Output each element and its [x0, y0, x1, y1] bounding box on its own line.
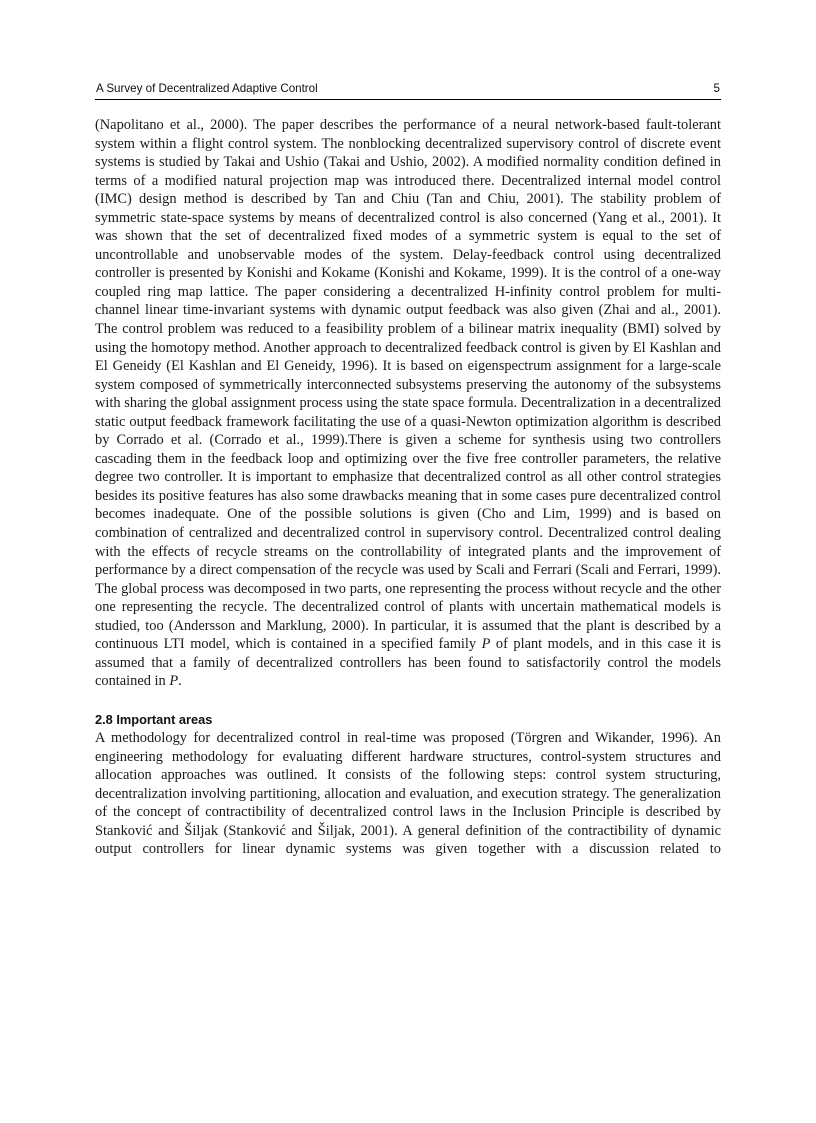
italic-symbol: P	[169, 673, 179, 690]
section-paragraph: A methodology for decentralized control in real-time was proposed (Törgren and Wikander, 1996). An engineering methodology for evaluating different hardware structures, control-system structures and allocation approaches was outlined. It consists of the following steps: control system structuring, decentralization involving partitioning, allocation and evaluation, and execution strategy. The generalization of the concept of contractibility of decentralized control laws in the Inclusion Principle is described by Stanković and Šiljak (Stanković and Šiljak, 2001). A general definition of the contractibility of dynamic output controllers for linear dynamic systems was given together with a discussion related to	[95, 729, 721, 858]
paragraph-text: (Napolitano et al., 2000). The paper describes the performance of a neural network-based fault-tolerant system within a flight control system. The nonblocking decentralized supervisory control of discrete event systems is studied by Takai and Ushio (Takai and Ushio, 2002). A modified normality condition defined in terms of a modified natural projection map was introduced there. Decentralized internal model control (IMC) design method is described by Tan and Chiu (Tan and Chiu, 2001). The stability problem of symmetric state-space systems by means of decentralized control is also concerned (Yang et al., 2001). It was shown that the set of decentralized fixed modes of a symmetric system is equal to the set of uncontrollable and unobservable modes of the system. Delay-feedback control using decentralized controller is presented by Konishi and Kokame (Konishi and Kokame, 1999). It is the control of a one-way coupled ring map lattice. The paper considering a decentralized H-infinity control problem for multi-channel linear time-invariant systems with dynamic output feedback was also given (Zhai and al., 2001). The control problem was reduced to a feasibility problem of a bilinear matrix inequality (BMI) solved by using the homotopy method. Another approach to decentralized feedback control is given by El Kashlan and El Geneidy (El Kashlan and El Geneidy, 1996). It is based on eigenspectrum assignment for a large-scale system composed of symmetrically interconnected subsystems preserving the autonomy of the subsystems with sharing the global assignment process using the state space formula. Decentralization in a decentralized static output feedback framework facilitating the use of a quasi-Newton optimization algorithm is described by Corrado et al. (Corrado et al., 1999).There is given a scheme for synthesis using two controllers cascading them in the feedback loop and optimizing over the five free controller parameters, the relative degree two controller. It is important to emphasize that decentralized control as all other control strategies besides its positive features has also some drawbacks meaning that in some cases pure decentralized control becomes inadequate. One of the possible solutions is given (Cho and Lim, 1999) and is based on combination of centralized and decentralized control in supervisory control. Decentralized control dealing with the effects of recycle streams on the controllability of integrated plants and the improvement of performance by a direct compensation of the recycle was used by Scali and Ferrari (Scali and Ferrari, 1999). The global process was decomposed in two parts, one representing the process without recycle and the other one representing the recycle. The decentralized control of plants with uncertain mathematical models is studied, too (Andersson and Marklung, 2000). In particular, it is assumed that the plant is described by a continuous LTI model, which is contained in a specified family	[95, 117, 721, 653]
running-header	[95, 81, 721, 100]
body-text	[95, 116, 721, 859]
paragraph-text: of plant models, and in this case it is assumed that a family of decentralized controllers has been found to satisfactorily control the models contained in	[95, 636, 721, 690]
page-number: 5	[713, 82, 720, 95]
paragraph-text: .	[178, 673, 182, 690]
italic-symbol: P	[481, 636, 491, 653]
paragraph	[95, 116, 721, 691]
section-heading: 2.8 Important areas	[95, 711, 213, 727]
running-title: A Survey of Decentralized Adaptive Control	[96, 82, 318, 95]
